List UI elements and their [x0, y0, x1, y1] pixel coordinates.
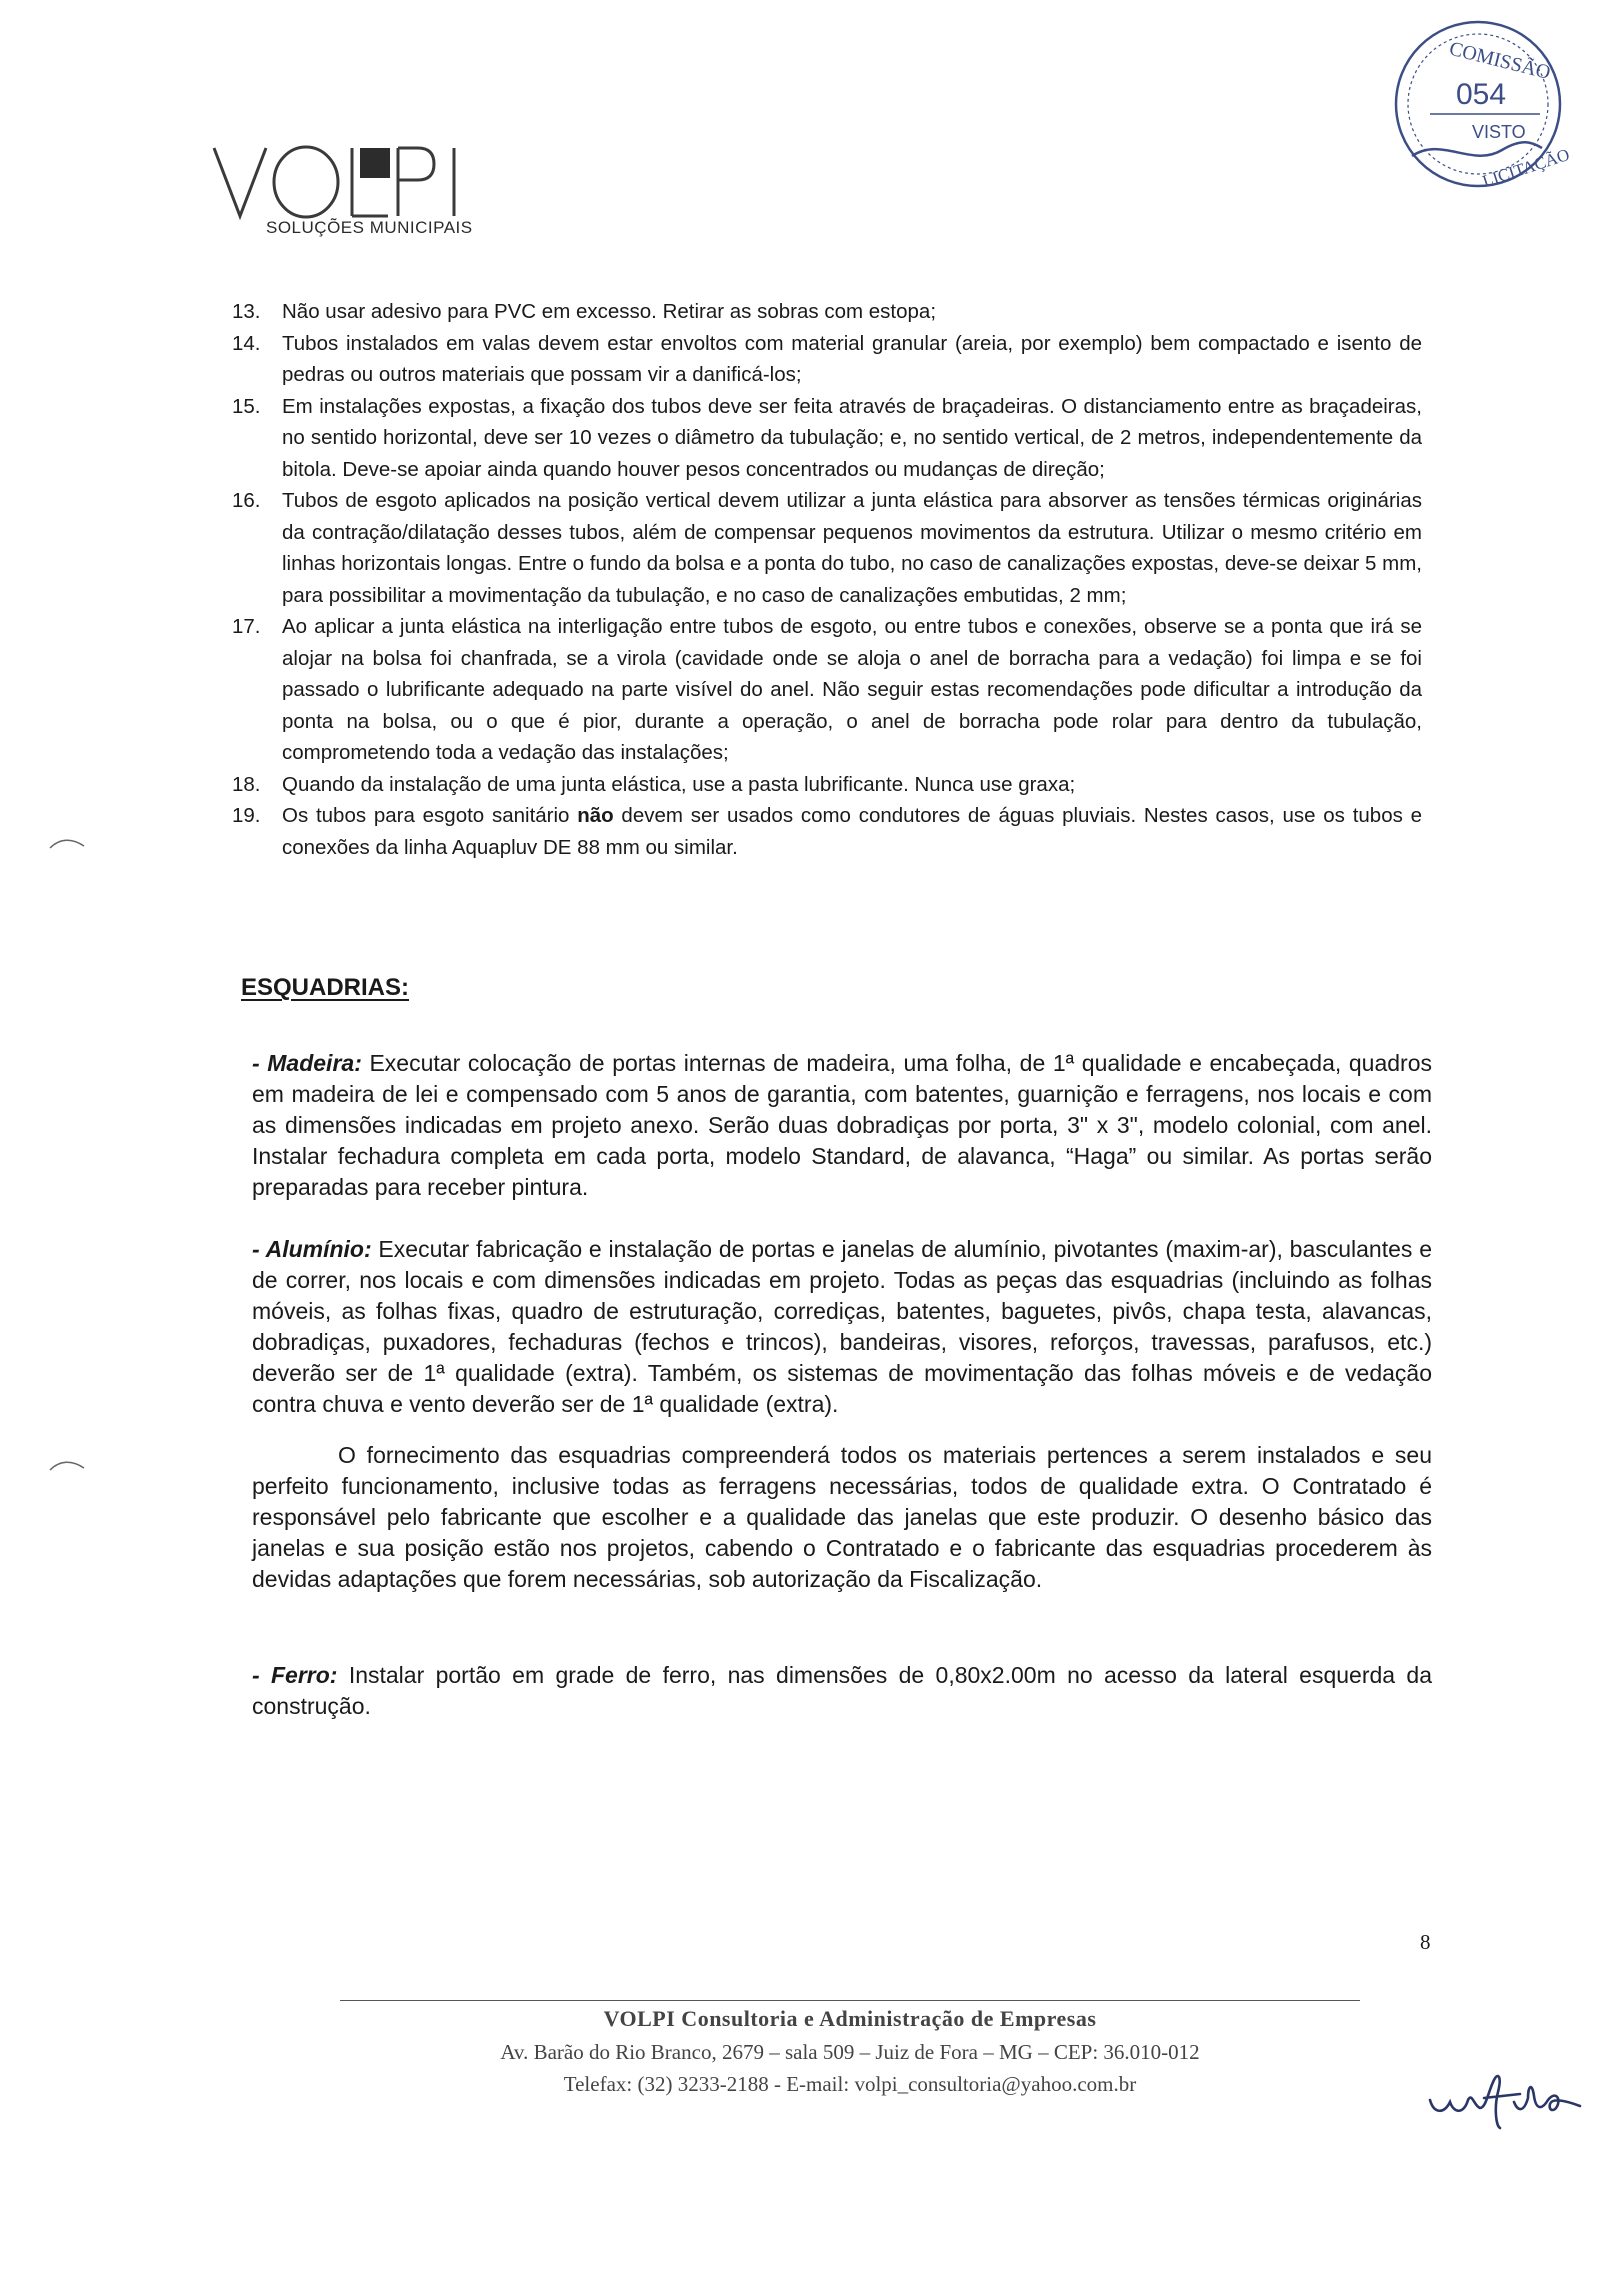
page-number: 8	[1420, 1930, 1431, 1954]
aluminio-paragraph: - Alumínio: Executar fabricação e instalação de portas e janelas de alumínio, pivotantes (maxim-ar), basculantes e de correr, nos locais e com dimensões indicadas em projeto. Todas as peças das esquadrias (incluindo as folhas móveis, as folhas fixas, quadro de estruturação, corrediças, batentes, baguetes, pivôs, chapa testa, alavancas, dobradiças, puxadores, fechaduras (fechos e trincos), bandeiras, visores, reforços, travessas, parafusos, etc.) deverão ser de 1ª qualidade (extra). Também, os sistemas de movimentação das folhas móveis e de vedação contra chuva e vento deverão ser de 1ª qualidade (extra).	[252, 1236, 1432, 1417]
installation-instructions-list	[232, 296, 1422, 863]
aluminio-paragraph-continued: O fornecimento das esquadrias compreenderá todos os materiais pertences a serem instalados e seu perfeito funcionamento, inclusive todas as ferragens necessárias, todos de qualidade extra. O Contratado é responsável pelo fabricante que escolher e a qualidade das janelas que este produzir. O desenho básico das janelas e sua posição estão nos projetos, cabendo o Contratado e o fabricante das esquadrias procederem às devidas adaptações que forem necessárias, sob autorização da Fiscalização.	[252, 1442, 1432, 1592]
svg-text:LICITAÇÃO: LICITAÇÃO	[1480, 144, 1572, 191]
list-item: 15. Em instalações expostas, a fixação dos tubos deve ser feita através de braçadeiras. O distanciamento entre as braçadeiras, no sentido horizontal, deve ser 10 vezes o diâmetro da tubulação; e, no sentido vertical, de 2 metros, independentemente da bitola. Deve-se apoiar ainda quando houver pesos concentrados ou mudanças de direção;	[232, 394, 1422, 481]
footer-address: Av. Barão do Rio Branco, 2679 – sala 509 – Juiz de Fora – MG – CEP: 36.010-012	[500, 2040, 1200, 2064]
footer-company: VOLPI Consultoria e Administração de Empresas	[603, 2006, 1097, 2031]
list-item: 16. Tubos de esgoto aplicados na posição vertical devem utilizar a junta elástica para absorver as tensões térmicas originárias da contração/dilatação desses tubos, além de compensar pequenos movimentos da estrutura. Utilizar o mesmo critério em linhas horizontais longas. Entre o fundo da bolsa e a ponta do tubo, no caso de canalizações expostas, deve-se deixar 5 mm, para possibilitar a movimentação da tubulação, e no caso de canalizações embutidas, 2 mm;	[232, 489, 1422, 607]
signature-icon	[1424, 2062, 1594, 2132]
punch-mark-icon	[48, 1458, 88, 1472]
logo-subtitle: SOLUÇÕES MUNICIPAIS	[266, 218, 473, 237]
list-item: 13. Não usar adesivo para PVC em excesso. Retirar as sobras com estopa;	[232, 300, 937, 323]
svg-text:VISTO: VISTO	[1472, 122, 1526, 142]
madeira-paragraph: - Madeira: Executar colocação de portas internas de madeira, uma folha, de 1ª qualidade e encabeçada, quadros em madeira de lei e compensado com 5 anos de garantia, com batentes, guarnição e ferragens, nos locais e com as dimensões indicadas em projeto anexo. Serão duas dobradiças por porta, 3" x 3", modelo colonial, com anel. Instalar fechadura completa em cada porta, modelo Standard, de alavanca, “Haga” ou similar. As portas serão preparadas para receber pintura.	[252, 1050, 1432, 1200]
svg-text:COMISSÃO: COMISSÃO	[1447, 37, 1553, 84]
footer-divider	[340, 2000, 1360, 2001]
punch-mark-icon	[48, 836, 88, 850]
list-item: 14. Tubos instalados em valas devem estar envoltos com material granular (areia, por exemplo) bem compactado e isento de pedras ou outros materiais que possam vir a danificá-los;	[232, 331, 1422, 386]
list-item: 17. Ao aplicar a junta elástica na interligação entre tubos de esgoto, ou entre tubos e conexões, observe se a ponta que irá se alojar na bolsa foi chanfrada, se a virola (cavidade onde se aloja o anel de borracha para a vedação) foi limpa e se foi passado o lubrificante adequado na parte visível do anel. Não seguir estas recomendações pode dificultar a introdução da ponta na bolsa, ou o que é pior, durante a operação, o anel de borracha pode rolar para dentro da tubulação, comprometendo toda a vedação das instalações;	[232, 615, 1422, 764]
section-title: ESQUADRIAS:	[241, 974, 410, 1001]
footer-contact: Telefax: (32) 3233-2188 - E-mail: volpi_consultoria@yahoo.com.br	[563, 2072, 1137, 2096]
ferro-paragraph: - Ferro: Instalar portão em grade de ferro, nas dimensões de 0,80x2.00m no acesso da lateral esquerda da construção.	[252, 1662, 1432, 1719]
list-item: 18. Quando da instalação de uma junta elástica, use a pasta lubrificante. Nunca use graxa;	[232, 772, 1076, 796]
commission-stamp-icon	[1372, 18, 1572, 198]
svg-text:054: 054	[1456, 78, 1507, 111]
list-item: 19. Os tubos para esgoto sanitário não devem ser usados como condutores de águas pluviais. Nestes casos, use os tubos e conexões da linha Aquapluv DE 88 mm ou similar.	[232, 804, 1423, 859]
